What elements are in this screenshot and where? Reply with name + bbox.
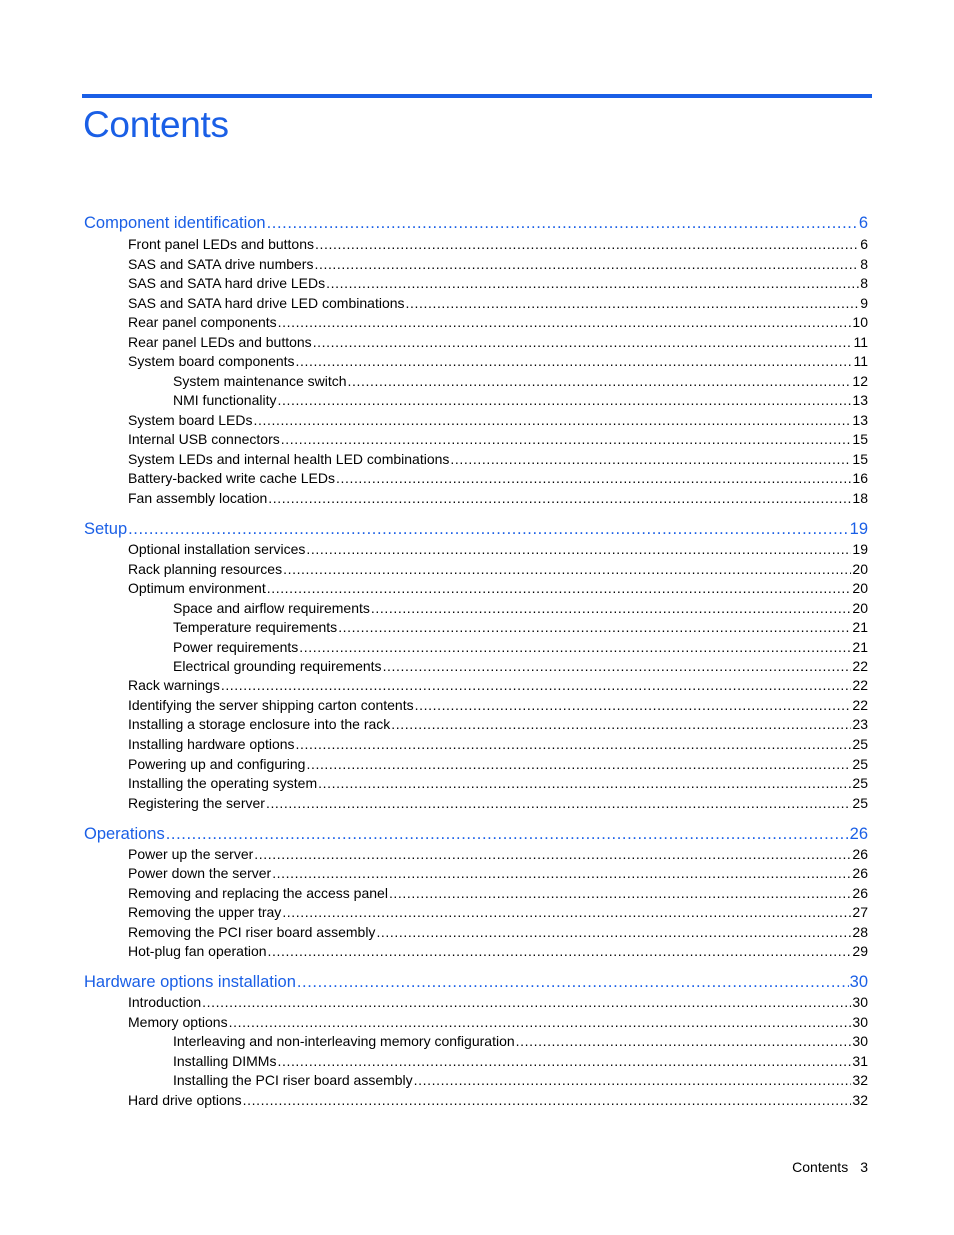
toc-entry-label: System maintenance switch [173, 373, 347, 389]
toc-entry-label: Rack planning resources [128, 561, 283, 577]
toc-leader-dots [296, 353, 853, 369]
toc-entry-label: Fan assembly location [128, 490, 268, 506]
toc-entry[interactable] [128, 295, 868, 314]
toc-entry-page: 8 [860, 256, 868, 272]
toc-entry[interactable] [128, 1014, 868, 1033]
toc-entry-label: Temperature requirements [173, 619, 338, 635]
toc-leader-dots [371, 600, 852, 616]
toc-entry[interactable] [173, 1033, 868, 1052]
toc-leader-dots [389, 885, 851, 901]
toc-entry-page: 25 [852, 775, 868, 791]
page-title: Contents [83, 104, 229, 145]
toc-entry-page: 31 [852, 1053, 868, 1069]
toc-leader-dots [278, 314, 852, 330]
toc-entry-page: 26 [852, 846, 868, 862]
toc-leader-dots [415, 697, 852, 713]
toc-leader-dots [299, 639, 851, 655]
toc-entry-label: Installing the PCI riser board assembly [173, 1072, 413, 1088]
toc-entry-label: System LEDs and internal health LED combinations [128, 451, 450, 467]
toc-entry[interactable] [128, 716, 868, 735]
toc-leader-dots [313, 334, 853, 350]
toc-entry-page: 21 [852, 619, 868, 635]
toc-entry-page: 15 [852, 431, 868, 447]
toc-entry[interactable] [128, 541, 868, 560]
toc-entry[interactable] [128, 451, 868, 470]
toc-entry-label: Operations [84, 825, 165, 843]
toc-entry-label: Optional installation services [128, 541, 306, 557]
toc-leader-dots [283, 561, 851, 577]
toc-entry-page: 25 [852, 795, 868, 811]
toc-chapter-entry[interactable] [84, 214, 868, 236]
toc-entry-page: 20 [852, 561, 868, 577]
toc-entry-page: 26 [849, 825, 868, 843]
toc-chapter-entry[interactable] [84, 973, 868, 995]
toc-leader-dots [450, 451, 851, 467]
toc-entry-page: 32 [852, 1092, 868, 1108]
toc-entry[interactable] [128, 236, 868, 255]
toc-entry-label: Component identification [84, 214, 266, 232]
toc-leader-dots [254, 412, 852, 428]
toc-entry-page: 11 [853, 334, 868, 350]
toc-entry[interactable] [128, 256, 868, 275]
toc-leader-dots [128, 520, 849, 539]
toc-leader-dots [348, 373, 852, 389]
toc-entry[interactable] [173, 392, 868, 411]
toc-entry-label: Electrical grounding requirements [173, 658, 382, 674]
toc-entry-label: Removing and replacing the access panel [128, 885, 388, 901]
footer-label: Contents [792, 1159, 849, 1175]
toc-chapter-entry[interactable] [84, 825, 868, 847]
toc-entry-page: 19 [852, 541, 868, 557]
toc-entry[interactable] [128, 924, 868, 943]
toc-entry-page: 13 [852, 392, 868, 408]
toc-leader-dots [272, 865, 851, 881]
toc-entry-page: 21 [852, 639, 868, 655]
toc-entry[interactable] [173, 1072, 868, 1091]
toc-entry-label: NMI functionality [173, 392, 277, 408]
toc-leader-dots [281, 431, 852, 447]
toc-entry[interactable] [128, 412, 868, 431]
toc-entry[interactable] [128, 677, 868, 696]
toc-entry[interactable] [128, 846, 868, 865]
toc-entry[interactable] [128, 865, 868, 884]
toc-leader-dots [306, 756, 851, 772]
toc-entry-page: 30 [852, 1014, 868, 1030]
toc-leader-dots [267, 580, 852, 596]
toc-entry-label: Rear panel components [128, 314, 277, 330]
toc-leader-dots [297, 973, 849, 992]
toc-entry-label: Optimum environment [128, 580, 266, 596]
toc-entry[interactable] [128, 490, 868, 509]
toc-entry[interactable] [173, 1053, 868, 1072]
toc-entry-page: 8 [860, 275, 868, 291]
toc-leader-dots [166, 825, 849, 844]
toc-entry-page: 18 [852, 490, 868, 506]
toc-entry-label: Setup [84, 520, 128, 538]
toc-entry-label: Hardware options installation [84, 973, 296, 991]
toc-entry-label: Installing DIMMs [173, 1053, 277, 1069]
toc-entry[interactable] [128, 994, 868, 1013]
toc-entry-page: 29 [852, 943, 868, 959]
toc-entry[interactable] [128, 1092, 868, 1111]
toc-leader-dots [243, 1092, 852, 1108]
toc-entry[interactable] [173, 658, 868, 677]
toc-entry[interactable] [173, 373, 868, 392]
toc-entry-page: 20 [852, 600, 868, 616]
toc-entry[interactable] [128, 943, 868, 962]
toc-entry-label: Removing the PCI riser board assembly [128, 924, 376, 940]
toc-entry[interactable] [173, 600, 868, 619]
toc-leader-dots [282, 904, 851, 920]
toc-entry[interactable] [128, 334, 868, 353]
toc-entry[interactable] [173, 619, 868, 638]
toc-entry-page: 12 [852, 373, 868, 389]
toc-entry-label: Internal USB connectors [128, 431, 280, 447]
toc-entry-page: 26 [852, 885, 868, 901]
toc-entry-page: 23 [852, 716, 868, 732]
toc-leader-dots [202, 994, 851, 1010]
toc-leader-dots [336, 470, 851, 486]
toc-entry-page: 30 [852, 994, 868, 1010]
toc-entry-label: Space and airflow requirements [173, 600, 370, 616]
toc-leader-dots [268, 490, 851, 506]
toc-entry-label: Powering up and configuring [128, 756, 306, 772]
toc-entry-label: SAS and SATA drive numbers [128, 256, 314, 272]
toc-chapter-entry[interactable] [84, 520, 868, 542]
toc-entry-label: Rear panel LEDs and buttons [128, 334, 312, 350]
toc-entry-label: System board components [128, 353, 295, 369]
toc-entry-label: SAS and SATA hard drive LED combinations [128, 295, 405, 311]
toc-entry-page: 32 [852, 1072, 868, 1088]
toc-leader-dots [254, 846, 851, 862]
toc-leader-dots [229, 1014, 852, 1030]
toc-leader-dots [314, 256, 859, 272]
toc-entry-page: 22 [852, 677, 868, 693]
toc-entry[interactable] [128, 736, 868, 755]
toc-entry-page: 20 [852, 580, 868, 596]
toc-entry-label: Rack warnings [128, 677, 220, 693]
toc-entry-page: 25 [852, 756, 868, 772]
toc-entry-page: 9 [860, 295, 868, 311]
toc-leader-dots [277, 392, 851, 408]
toc-entry-label: Power requirements [173, 639, 299, 655]
toc-entry-label: Hard drive options [128, 1092, 242, 1108]
toc-entry[interactable] [128, 561, 868, 580]
toc-leader-dots [306, 541, 851, 557]
toc-entry-page: 6 [858, 214, 868, 232]
toc-entry-page: 11 [853, 353, 868, 369]
toc-entry[interactable] [128, 795, 868, 814]
toc-leader-dots [267, 214, 858, 233]
toc-entry[interactable] [128, 775, 868, 794]
toc-entry-page: 30 [852, 1033, 868, 1049]
toc-entry-page: 26 [852, 865, 868, 881]
toc-leader-dots [414, 1072, 852, 1088]
page-footer [792, 1159, 868, 1175]
toc-entry[interactable] [128, 756, 868, 775]
toc-entry-label: Memory options [128, 1014, 228, 1030]
toc-entry[interactable] [128, 431, 868, 450]
toc-entry-page: 15 [852, 451, 868, 467]
toc-entry-page: 22 [852, 697, 868, 713]
toc-entry-page: 19 [849, 520, 868, 538]
toc-leader-dots [516, 1033, 852, 1049]
toc-entry-label: Power up the server [128, 846, 254, 862]
toc-leader-dots [266, 795, 851, 811]
toc-entry[interactable] [173, 639, 868, 658]
toc-entry-page: 10 [852, 314, 868, 330]
toc-entry-page: 27 [852, 904, 868, 920]
toc-entry-page: 6 [860, 236, 868, 252]
toc-entry-label: Interleaving and non-interleaving memory configuration [173, 1033, 515, 1049]
toc-entry-label: Installing hardware options [128, 736, 295, 752]
toc-leader-dots [221, 677, 852, 693]
toc-entry-page: 28 [852, 924, 868, 940]
toc-entry-label: Power down the server [128, 865, 272, 881]
toc-entry[interactable] [128, 904, 868, 923]
toc-leader-dots [268, 943, 852, 959]
toc-entry[interactable] [128, 353, 868, 372]
toc-leader-dots [277, 1053, 851, 1069]
toc-entry[interactable] [128, 314, 868, 333]
toc-entry-label: SAS and SATA hard drive LEDs [128, 275, 326, 291]
toc-leader-dots [315, 236, 859, 252]
toc-entry[interactable] [128, 275, 868, 294]
toc-leader-dots [376, 924, 851, 940]
toc-leader-dots [326, 275, 859, 291]
toc-entry-label: Hot-plug fan operation [128, 943, 267, 959]
toc-entry-page: 22 [852, 658, 868, 674]
toc-entry-label: Installing a storage enclosure into the rack [128, 716, 391, 732]
toc-entry-label: System board LEDs [128, 412, 253, 428]
toc-leader-dots [383, 658, 852, 674]
toc-leader-dots [406, 295, 860, 311]
toc-entry-page: 30 [849, 973, 868, 991]
toc-entry-label: Removing the upper tray [128, 904, 282, 920]
footer-page-number: 3 [860, 1159, 868, 1175]
toc-entry[interactable] [128, 580, 868, 599]
toc-entry-label: Registering the server [128, 795, 265, 811]
toc-entry-label: Installing the operating system [128, 775, 318, 791]
toc-leader-dots [318, 775, 851, 791]
toc-entry-label: Identifying the server shipping carton contents [128, 697, 414, 713]
toc-leader-dots [391, 716, 851, 732]
toc-entry[interactable] [128, 697, 868, 716]
title-rule [82, 94, 872, 98]
toc-entry-page: 13 [852, 412, 868, 428]
toc-entry[interactable] [128, 885, 868, 904]
toc-entry[interactable] [128, 470, 868, 489]
toc-leader-dots [338, 619, 851, 635]
toc-entry-page: 16 [852, 470, 868, 486]
toc-leader-dots [296, 736, 852, 752]
toc-entry-label: Battery-backed write cache LEDs [128, 470, 335, 486]
toc-entry-label: Front panel LEDs and buttons [128, 236, 315, 252]
toc-entry-page: 25 [852, 736, 868, 752]
toc-entry-label: Introduction [128, 994, 202, 1010]
